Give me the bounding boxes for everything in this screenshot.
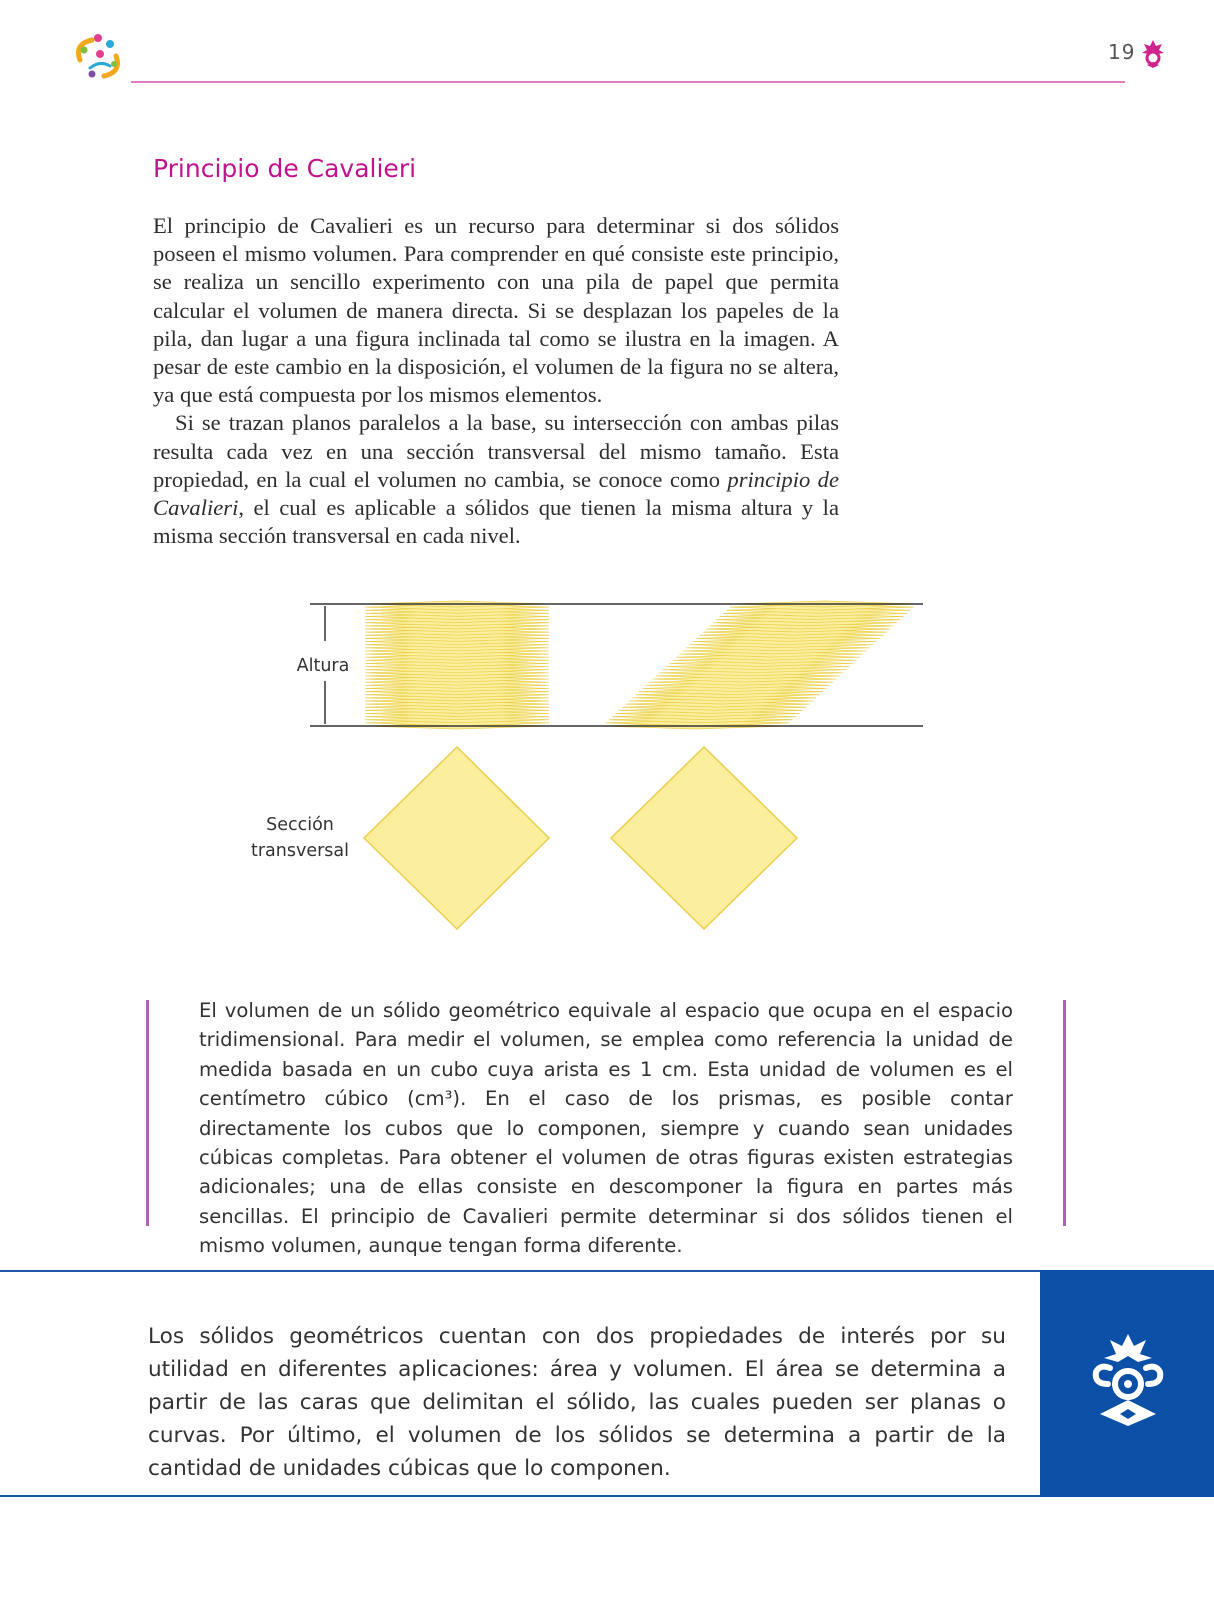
intro-text (153, 212, 839, 550)
header-rule (131, 81, 1125, 83)
intro-paragraph-2-start: Si se trazan planos paralelos a la base, su intersección con ambas pilas resulta cada vez en una sección transversal del mismo tamaño. Esta propiedad, en la cual el volumen no cambia, se conoce como (153, 410, 839, 492)
cavalieri-figure (0, 595, 1214, 955)
cross-section-square-right (611, 747, 797, 929)
page-number: 19 (1108, 40, 1136, 64)
summary-band (0, 1270, 1214, 1497)
section-title: Principio de Cavalieri (153, 154, 417, 183)
intro-paragraph-2-end: , el cual es aplicable a sólidos que tienen la misma altura y la misma sección transversal en cada nivel. (153, 495, 839, 549)
magenta-flower-ornament-icon (1140, 38, 1166, 68)
note-text: El volumen de un sólido geométrico equivale al espacio que ocupa en el espacio tridimensional. Para medir el volumen, se emplea como referencia la unidad de medida basada en un cubo cuya arista es 1 cm. Esta unidad de volumen es el centímetro cúbico (cm³). En el caso de los prismas, es posible contar directamente los cubos que lo componen, siempre y cuando sean unidades cúbicas completas. Para obtener el volumen de otras figuras existen estrategias adicionales; una de ellas consiste en descomponer la figura en partes más sencillas. El principio de Cavalieri permite determinar si dos sólidos tienen el mismo volumen, aunque tengan forma diferente. (199, 999, 1013, 1258)
section-label-line-1: Sección (266, 815, 334, 835)
height-label: Altura (296, 656, 350, 676)
section-label-line-2: transversal (250, 841, 350, 861)
band-bottom-rule (0, 1495, 1040, 1497)
white-flower-emblem-icon (1090, 1332, 1166, 1428)
straight-paper-stack (365, 601, 549, 729)
band-top-rule (0, 1270, 1040, 1272)
cavalieri-term: principio de Cavalieri (153, 466, 839, 521)
note-box (146, 999, 1066, 1258)
intro-paragraph-1: El principio de Cavalieri es un recurso para determinar si dos sólidos poseen el mismo volumen. Para comprender en qué consiste este principio, se realiza un sencillo experimento con una pila de papel que permita calcular el volumen de manera directa. Si se desplazan los papeles de la pila, dan lugar a una figura inclinada tal como se ilustra en la imagen. A pesar de este cambio en la disposición, el volumen de la figura no se altera, ya que está compuesta por los mismos elementos. (153, 213, 839, 408)
summary-text: Los sólidos geométricos cuentan con dos propiedades de interés por su utilidad en diferentes aplicaciones: área y volumen. El área se determina a partir de las caras que delimitan el sólido, las cuales pueden ser planas o curvas. Por último, el volumen de los sólidos se determina a partir de la cantidad de unidades cúbicas que lo componen. (148, 1324, 1006, 1481)
slanted-paper-stack (602, 601, 917, 729)
emblem-panel (1040, 1270, 1214, 1497)
cross-section-square-left (364, 747, 549, 929)
colorful-dots-logo-icon (70, 30, 126, 86)
intro-paragraph-2 (153, 409, 839, 550)
